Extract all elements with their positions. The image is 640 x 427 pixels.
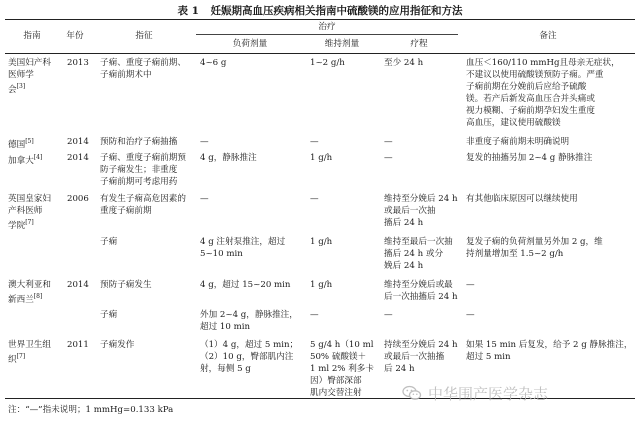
table-caption: 妊娠期高血压疾病相关指南中硫酸镁的应用指征和方法 [210, 5, 463, 17]
row8-course: 持续至分娩后 24 h 或最后一次抽搐 后 24 h [384, 340, 458, 374]
header-maintenance-dose: 维持剂量 [324, 39, 360, 49]
header-course: 疗程 [410, 39, 428, 49]
header-remarks: 备注 [539, 31, 557, 41]
row3-remarks: 复发的抽搐另加 2~4 g 静脉推注 [466, 153, 593, 163]
row3-loading: 4 g，静脉推注 [200, 153, 257, 163]
row1-maintenance: 1~2 g/h [310, 58, 345, 68]
row5-remarks: 复发子痫的负荷剂量另外加 2 g，维 持剂量增加至 1.5~2 g/h [466, 237, 603, 259]
row3-year: 2014 [67, 153, 89, 163]
row7-remarks-dash: — [466, 310, 475, 320]
row1-year: 2013 [67, 58, 89, 68]
wechat-icon [402, 385, 422, 401]
row5-maintenance: 1 g/h [310, 237, 333, 247]
row2-course-dash: — [384, 137, 393, 147]
row2-remarks: 非重度子痫前期未明确说明 [466, 137, 570, 147]
row5-indication: 子痫 [100, 237, 118, 247]
row6-maintenance: 1 g/h [310, 280, 333, 290]
header-treatment: 治疗 [318, 22, 336, 32]
row2-guide: 德国[5] [8, 138, 34, 150]
row6-indication: 预防子痫发生 [100, 280, 152, 290]
row4-maintenance-dash: — [310, 194, 319, 204]
row4-year: 2006 [67, 194, 89, 204]
header-rule [5, 53, 635, 54]
row3-indication: 子痫、重度子痫前期预 防子痫发生；非重度 子痫前期可考虑用药 [100, 153, 186, 187]
header-loading-dose: 负荷剂量 [232, 39, 268, 49]
row3-guide: 加拿大[4] [8, 154, 43, 166]
row8-loading: （1）4 g，超过 5 min； （2）10 g，臀部肌内注 射，每侧 5 g [200, 340, 299, 374]
row8-remarks: 如果 15 min 后复发，给予 2 g 静脉推注， 超过 5 min [466, 340, 633, 362]
row3-course-dash: — [384, 153, 393, 163]
table-footnote: 注：“—”指未说明；1 mmHg=0.133 kPa [8, 405, 174, 415]
row1-remarks: 血压＜160/110 mmHg且母亲无症状， 不建议以使用硫酸镁预防子痫。严重 子痫前期在分娩前后应给予硫酸 镁。若产后新发高血压合并头痛或 视力模糊、子痫前期孕妇发生重度 高血压，建议使用硫酸镁 [466, 58, 620, 128]
row4-course: 维持至分娩后 24 h 或最后一次抽 搐后 24 h [384, 194, 458, 228]
row6-year: 2014 [67, 280, 89, 290]
row4-loading-dash: — [200, 194, 209, 204]
header-year: 年份 [66, 31, 84, 41]
row6-course: 维持至分娩后或最 后一次抽搐后 24 h [384, 280, 458, 302]
row2-indication: 预防和治疗子痫抽搐 [100, 137, 178, 147]
journal-watermark [402, 382, 634, 404]
row6-guide: 澳大利亚和 新西兰[8] [8, 280, 51, 305]
row5-loading: 4 g 注射泵推注，超过 5~10 min [200, 237, 286, 259]
row1-indication: 子痫、重度子痫前期、 子痫前期术中 [100, 58, 186, 80]
row4-indication: 有发生子痫高危因素的 重度子痫前期 [100, 194, 186, 216]
row4-remarks: 有其他临床原因可以继续使用 [466, 194, 578, 204]
row4-guide: 英国皇家妇 产科医师 学院[7] [8, 194, 51, 231]
row7-loading: 外加 2~4 g，静脉推注， 超过 10 min [200, 310, 298, 332]
treatment-subrule [196, 34, 458, 35]
table-number: 表 1 [177, 5, 199, 17]
header-indication: 指征 [135, 31, 153, 41]
row1-course: 至少 24 h [384, 58, 424, 68]
row6-loading: 4 g，超过 15~20 min [200, 280, 291, 290]
header-guide: 指南 [23, 31, 41, 41]
row2-year: 2014 [67, 137, 89, 147]
row7-maintenance-dash: — [310, 310, 319, 320]
row7-indication: 子痫 [100, 310, 118, 320]
row6-remarks-dash: — [466, 280, 475, 290]
watermark-text: 中华围产医学杂志 [428, 384, 549, 403]
row7-course-dash: — [384, 310, 393, 320]
table-title [0, 3, 640, 18]
row3-maintenance: 1 g/h [310, 153, 333, 163]
row1-guide: 美国妇产科 医师学 会[3] [8, 58, 51, 95]
row8-year: 2011 [67, 340, 89, 350]
row2-loading-dash: — [200, 137, 209, 147]
row8-indication: 子痫发作 [100, 340, 135, 350]
row8-guide: 世界卫生组 织[7] [8, 340, 51, 365]
row1-loading: 4~6 g [200, 58, 227, 68]
row2-maintenance-dash: — [310, 137, 319, 147]
row8-maintenance: 5 g/4 h（10 ml 50% 硫酸镁＋ 1 ml 2% 利多卡 因）臀部深部 肌内交替注射 [310, 340, 374, 398]
row5-course: 维持至最后一次抽 搐后 24 h 或分 娩后 24 h [384, 237, 453, 271]
